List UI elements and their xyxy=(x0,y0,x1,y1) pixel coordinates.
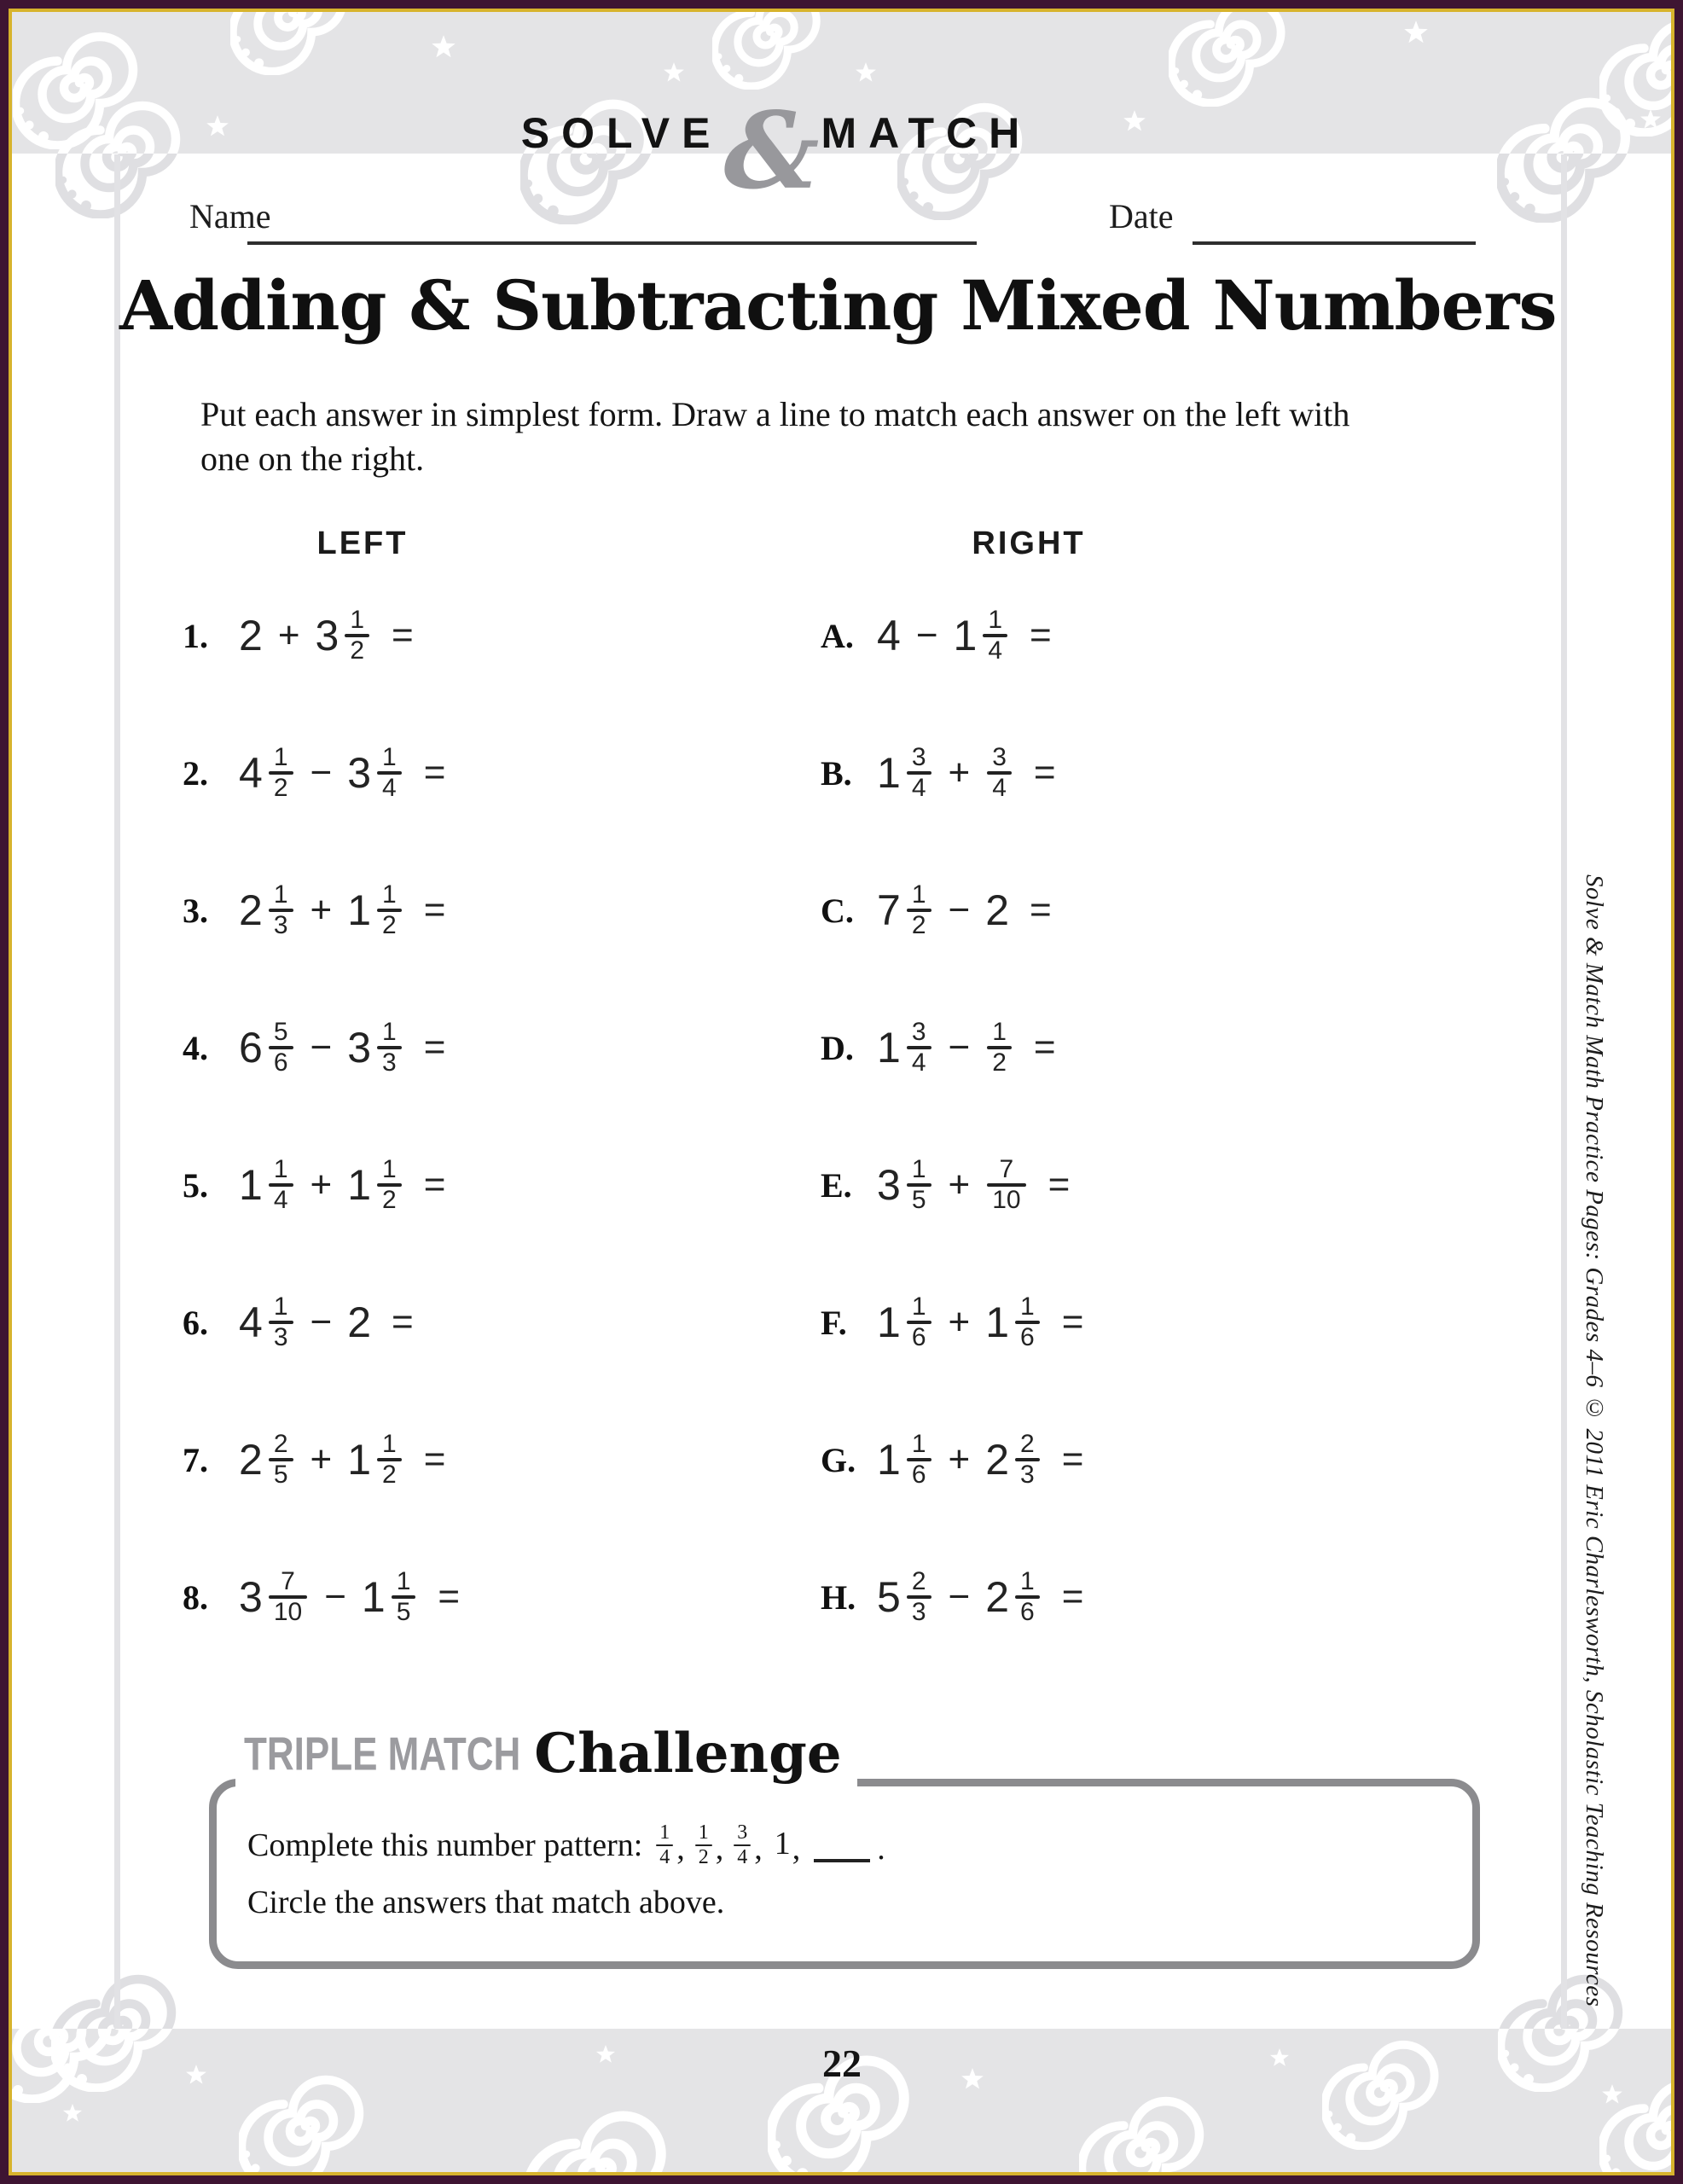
fraction-denominator: 4 xyxy=(659,1846,670,1869)
fraction-denominator: 3 xyxy=(382,1048,397,1077)
problem-label: B. xyxy=(821,753,852,793)
mixed-number xyxy=(362,1568,418,1626)
fraction xyxy=(377,1431,402,1489)
operator: + xyxy=(948,1438,971,1480)
mixed-number xyxy=(347,1156,403,1214)
fraction xyxy=(345,607,369,665)
fraction-denominator: 4 xyxy=(737,1846,748,1869)
fraction-numerator: 1 xyxy=(1020,1566,1035,1595)
logo-ampersand-icon: & xyxy=(723,90,820,213)
fraction-denominator: 6 xyxy=(273,1048,288,1077)
fraction-denominator: 2 xyxy=(992,1048,1007,1077)
fraction-denominator: 2 xyxy=(273,773,288,802)
fraction-denominator: 2 xyxy=(382,1460,397,1489)
fraction xyxy=(269,1568,307,1626)
mixed-number xyxy=(347,1431,403,1489)
triple-match-kicker: TRIPLE MATCH xyxy=(244,1728,521,1780)
date-label: Date xyxy=(1109,197,1174,235)
problem-label: H. xyxy=(821,1577,856,1617)
mixed-number xyxy=(985,1293,1042,1351)
mixed-number xyxy=(347,744,403,802)
problem-row xyxy=(183,1138,460,1232)
problem-row xyxy=(183,1550,460,1644)
fraction xyxy=(907,1431,931,1489)
problem-expression xyxy=(877,1568,1083,1626)
whole-number: 7 xyxy=(877,886,901,934)
fraction xyxy=(377,1156,402,1214)
fraction-denominator: 4 xyxy=(988,636,1003,665)
copyright-sidebar: Solve & Match Math Practice Pages: Grades 4–6 © 2011 Eric Charlesworth, Scholastic Teaching Resources xyxy=(1581,874,1608,2007)
problem-expression xyxy=(239,607,414,665)
fraction-denominator: 4 xyxy=(911,773,926,802)
fraction-numerator: 1 xyxy=(273,1154,288,1183)
fraction-denominator: 4 xyxy=(273,1185,288,1214)
page-title: Adding & Subtracting Mixed Numbers xyxy=(119,265,1557,346)
problem-row xyxy=(183,726,460,820)
fraction xyxy=(987,744,1012,802)
star-icon xyxy=(663,61,685,84)
fraction xyxy=(377,744,402,802)
operator: + xyxy=(310,1438,333,1480)
star-icon xyxy=(431,34,456,60)
fraction-denominator: 2 xyxy=(382,1185,397,1214)
fraction-numerator: 1 xyxy=(273,742,288,771)
problem-label: E. xyxy=(821,1165,852,1205)
operator: + xyxy=(277,614,300,656)
comma: , xyxy=(792,1830,801,1867)
whole-number: 1 xyxy=(877,749,901,797)
whole-number: 1 xyxy=(239,1161,263,1209)
name-blank-line[interactable] xyxy=(247,241,977,245)
equals-sign: = xyxy=(1061,1576,1084,1618)
comma: , xyxy=(676,1830,685,1867)
star-icon xyxy=(1601,2083,1623,2106)
equals-sign: = xyxy=(423,889,446,931)
fraction-denominator: 6 xyxy=(911,1322,926,1351)
operator: + xyxy=(310,1164,333,1205)
problem-label: A. xyxy=(821,616,854,655)
fraction xyxy=(907,1156,931,1214)
fraction-numerator: 1 xyxy=(273,880,288,909)
fraction xyxy=(987,1019,1012,1077)
problem-label: D. xyxy=(821,1028,854,1067)
challenge-title: Challenge xyxy=(534,1722,842,1786)
problem-row xyxy=(821,1413,1083,1507)
operator: − xyxy=(948,1026,971,1068)
problem-row xyxy=(821,1138,1083,1232)
mixed-number xyxy=(347,1019,403,1077)
mixed-number xyxy=(877,881,933,939)
operator: − xyxy=(310,1301,333,1343)
fraction xyxy=(1015,1431,1040,1489)
problem-row xyxy=(821,1275,1083,1369)
whole-number: 1 xyxy=(347,1161,372,1209)
equals-sign: = xyxy=(1030,614,1052,656)
equals-sign: = xyxy=(423,1026,446,1068)
lollipop-stick-left xyxy=(114,154,120,2028)
page-number: 22 xyxy=(822,2042,862,2085)
mixed-number xyxy=(239,1431,295,1489)
equals-sign: = xyxy=(392,1301,414,1343)
fraction-denominator: 4 xyxy=(911,1048,926,1077)
problem-row xyxy=(183,1275,460,1369)
operator: − xyxy=(310,752,333,793)
whole-number: 3 xyxy=(315,612,340,659)
fraction-numerator: 1 xyxy=(988,605,1003,634)
fraction-denominator: 3 xyxy=(911,1597,926,1626)
operator: − xyxy=(324,1576,346,1618)
lollipop-stick-right xyxy=(1561,154,1567,2028)
fraction xyxy=(907,1568,931,1626)
swirl-icon xyxy=(712,12,823,90)
problem-expression xyxy=(239,744,445,802)
whole-number: 6 xyxy=(239,1024,263,1072)
whole-number: 2 xyxy=(985,1573,1010,1621)
star-icon xyxy=(1639,108,1662,131)
operator: + xyxy=(948,1164,971,1205)
fraction-numerator: 1 xyxy=(382,880,397,909)
fraction-denominator: 2 xyxy=(350,636,365,665)
fraction-numerator: 7 xyxy=(281,1566,295,1595)
fraction xyxy=(734,1821,751,1868)
whole-number: 4 xyxy=(239,1298,263,1346)
operator: + xyxy=(948,1301,971,1343)
swirl-icon xyxy=(1322,2030,1442,2150)
fraction-numerator: 1 xyxy=(698,1821,709,1844)
swirl-icon xyxy=(1169,12,1288,107)
challenge-prompt-text: Complete this number pattern: xyxy=(247,1827,643,1863)
fraction-denominator: 2 xyxy=(698,1846,709,1869)
fraction-numerator: 2 xyxy=(911,1566,926,1595)
fraction xyxy=(695,1821,712,1868)
date-blank-line[interactable] xyxy=(1193,241,1476,245)
mixed-number xyxy=(239,1568,309,1626)
fraction-numerator: 1 xyxy=(382,1017,397,1046)
star-icon xyxy=(855,61,877,84)
whole-number: 1 xyxy=(953,612,978,659)
challenge-prompt-line xyxy=(247,1814,885,1877)
fraction-numerator: 3 xyxy=(737,1821,748,1844)
star-icon xyxy=(1403,20,1429,45)
comma: , xyxy=(715,1830,724,1867)
fraction-numerator: 1 xyxy=(911,1429,926,1458)
fraction-denominator: 4 xyxy=(992,773,1007,802)
fraction xyxy=(1015,1568,1040,1626)
star-icon xyxy=(62,2103,83,2123)
fraction-denominator: 5 xyxy=(911,1185,926,1214)
right-column-header: RIGHT xyxy=(972,526,1086,561)
problem-expression xyxy=(877,1293,1083,1351)
logo-solve-text: SOLVE xyxy=(520,108,723,157)
equals-sign: = xyxy=(423,1438,446,1480)
fraction xyxy=(269,1431,293,1489)
swirl-icon xyxy=(55,90,183,154)
fraction-numerator: 3 xyxy=(992,742,1007,771)
problem-expression xyxy=(239,1568,460,1626)
number-pattern xyxy=(654,1821,885,1868)
problem-row xyxy=(183,1001,460,1095)
star-icon xyxy=(206,114,229,138)
problem-label: 3. xyxy=(183,891,208,930)
swirl-icon xyxy=(230,12,350,75)
mixed-number xyxy=(347,881,403,939)
swirl-icon xyxy=(12,2029,115,2103)
logo-match-text: MATCH xyxy=(821,108,1032,157)
problem-label: F. xyxy=(821,1303,847,1342)
whole-number: 2 xyxy=(985,1436,1010,1484)
left-column-header: LEFT xyxy=(316,526,409,561)
fraction xyxy=(907,881,931,939)
fraction-numerator: 1 xyxy=(911,1154,926,1183)
fraction xyxy=(269,1156,293,1214)
problem-row xyxy=(821,1001,1083,1095)
mixed-number xyxy=(239,1293,295,1351)
fraction xyxy=(269,1019,293,1077)
fraction xyxy=(656,1821,673,1868)
equals-sign: = xyxy=(1061,1438,1084,1480)
operator: − xyxy=(948,1576,971,1618)
whole-number: 3 xyxy=(239,1573,263,1621)
fraction-numerator: 1 xyxy=(659,1821,670,1844)
problem-label: 6. xyxy=(183,1303,208,1342)
fraction-numerator: 1 xyxy=(382,1429,397,1458)
fraction xyxy=(377,881,402,939)
fraction-numerator: 2 xyxy=(273,1429,288,1458)
whole-number: 5 xyxy=(877,1573,901,1621)
mixed-number xyxy=(954,607,1010,665)
problem-label: 5. xyxy=(183,1165,208,1205)
problem-label: 7. xyxy=(183,1440,208,1479)
star-icon xyxy=(1123,109,1146,133)
fraction-numerator: 7 xyxy=(999,1154,1014,1183)
series-logo xyxy=(520,90,1032,213)
fraction xyxy=(983,607,1007,665)
number: 2 xyxy=(347,1298,372,1346)
period: . xyxy=(877,1830,885,1867)
fraction xyxy=(269,744,293,802)
problem-expression xyxy=(877,1019,1056,1077)
equals-sign: = xyxy=(1030,889,1052,931)
fraction-denominator: 6 xyxy=(1020,1597,1035,1626)
mixed-number xyxy=(877,1156,933,1214)
fraction-denominator: 6 xyxy=(911,1460,926,1489)
fraction-denominator: 3 xyxy=(273,1322,288,1351)
fraction-numerator: 5 xyxy=(273,1017,288,1046)
instructions-text: Put each answer in simplest form. Draw a line to match each answer on the left with one on the right. xyxy=(200,395,1350,478)
number: 2 xyxy=(239,612,263,659)
problem-expression xyxy=(239,881,445,939)
whole-number: 1 xyxy=(877,1436,901,1484)
whole-number: 1 xyxy=(347,1436,372,1484)
challenge-heading xyxy=(235,1722,857,1787)
problem-expression xyxy=(239,1293,414,1351)
swirl-icon xyxy=(1079,2086,1207,2172)
fraction xyxy=(907,1019,931,1077)
whole-number: 1 xyxy=(347,886,372,934)
problem-expression xyxy=(877,881,1052,939)
fraction-denominator: 10 xyxy=(992,1185,1021,1214)
operator: − xyxy=(915,614,938,656)
equals-sign: = xyxy=(1061,1301,1084,1343)
problem-expression xyxy=(877,1431,1083,1489)
star-icon xyxy=(595,2044,616,2065)
mixed-number xyxy=(239,744,295,802)
equals-sign: = xyxy=(392,614,414,656)
fraction-numerator: 1 xyxy=(396,1566,411,1595)
fraction-numerator: 1 xyxy=(1020,1292,1035,1321)
equals-sign: = xyxy=(423,752,446,793)
number: 2 xyxy=(985,886,1010,934)
problem-label: 1. xyxy=(183,616,208,655)
whole-number: 3 xyxy=(347,1024,372,1072)
problem-expression xyxy=(877,1156,1070,1214)
fraction xyxy=(1015,1293,1040,1351)
fraction-denominator: 5 xyxy=(396,1597,411,1626)
problem-label: 4. xyxy=(183,1028,208,1067)
number: 4 xyxy=(877,612,901,659)
fraction-denominator: 2 xyxy=(382,910,397,939)
problem-label: 2. xyxy=(183,753,208,793)
fraction xyxy=(987,1156,1025,1214)
mixed-number xyxy=(877,744,933,802)
whole-number: 1 xyxy=(877,1298,901,1346)
swirl-icon xyxy=(239,2065,367,2172)
name-label: Name xyxy=(189,197,271,235)
left-problem-column xyxy=(183,589,460,1687)
problem-expression xyxy=(239,1156,445,1214)
problem-row xyxy=(183,589,460,682)
problem-expression xyxy=(239,1019,445,1077)
whole-number: 1 xyxy=(877,1024,901,1072)
fraction-denominator: 2 xyxy=(911,910,926,939)
comma: , xyxy=(754,1830,763,1867)
fraction-denominator: 3 xyxy=(1020,1460,1035,1489)
fraction-numerator: 1 xyxy=(992,1017,1007,1046)
fraction-numerator: 1 xyxy=(382,1154,397,1183)
fraction-denominator: 4 xyxy=(382,773,397,802)
fraction xyxy=(392,1568,416,1626)
mixed-number xyxy=(239,1156,295,1214)
fraction-numerator: 1 xyxy=(382,742,397,771)
mixed-number xyxy=(239,1019,295,1077)
fraction xyxy=(907,744,931,802)
fraction xyxy=(269,881,293,939)
problem-expression xyxy=(239,1431,445,1489)
mixed-number xyxy=(316,607,372,665)
whole-number: 1 xyxy=(985,1298,1010,1346)
fraction-denominator: 3 xyxy=(273,910,288,939)
whole-number: 2 xyxy=(239,886,263,934)
problem-row xyxy=(821,1550,1083,1644)
star-icon xyxy=(1269,2048,1290,2068)
fraction xyxy=(377,1019,402,1077)
equals-sign: = xyxy=(1048,1164,1071,1205)
right-problem-column xyxy=(821,589,1083,1687)
fraction-numerator: 1 xyxy=(911,1292,926,1321)
operator: − xyxy=(948,889,971,931)
whole-number: 2 xyxy=(239,1436,263,1484)
problem-label: 8. xyxy=(183,1577,208,1617)
fraction xyxy=(907,1293,931,1351)
operator: − xyxy=(310,1026,333,1068)
operator: + xyxy=(948,752,971,793)
mixed-number xyxy=(877,1431,933,1489)
whole-number: 1 xyxy=(361,1573,386,1621)
operator: + xyxy=(310,889,333,931)
whole-number: 3 xyxy=(347,749,372,797)
problem-expression xyxy=(877,607,1052,665)
fraction-denominator: 5 xyxy=(273,1460,288,1489)
star-icon xyxy=(185,2064,207,2086)
fraction-numerator: 1 xyxy=(911,880,926,909)
fraction-numerator: 3 xyxy=(911,1017,926,1046)
fraction xyxy=(269,1293,293,1351)
equals-sign: = xyxy=(1033,752,1056,793)
problem-row xyxy=(821,589,1083,682)
fraction-numerator: 3 xyxy=(911,742,926,771)
problem-row xyxy=(183,1413,460,1507)
mixed-number xyxy=(877,1019,933,1077)
swirl-icon xyxy=(525,2099,670,2172)
mixed-number xyxy=(877,1568,933,1626)
whole-number: 3 xyxy=(877,1161,901,1209)
problem-row xyxy=(821,863,1083,957)
fraction-numerator: 1 xyxy=(273,1292,288,1321)
mixed-number xyxy=(985,1431,1042,1489)
challenge-instruction: Circle the answers that match above. xyxy=(247,1885,725,1920)
problem-label: G. xyxy=(821,1440,856,1479)
mixed-number xyxy=(877,1293,933,1351)
mixed-number xyxy=(239,881,295,939)
answer-blank[interactable] xyxy=(814,1833,870,1862)
problem-label: C. xyxy=(821,891,854,930)
equals-sign: = xyxy=(438,1576,461,1618)
problem-expression xyxy=(877,744,1056,802)
problem-row xyxy=(183,863,460,957)
equals-sign: = xyxy=(1033,1026,1056,1068)
fraction-denominator: 6 xyxy=(1020,1322,1035,1351)
whole-number: 4 xyxy=(239,749,263,797)
fraction-numerator: 2 xyxy=(1020,1429,1035,1458)
fraction-numerator: 1 xyxy=(350,605,365,634)
fraction-denominator: 10 xyxy=(273,1597,303,1626)
star-icon xyxy=(960,2067,984,2091)
mixed-number xyxy=(985,1568,1042,1626)
equals-sign: = xyxy=(423,1164,446,1205)
problem-row xyxy=(821,726,1083,820)
number: 1 xyxy=(774,1826,791,1862)
